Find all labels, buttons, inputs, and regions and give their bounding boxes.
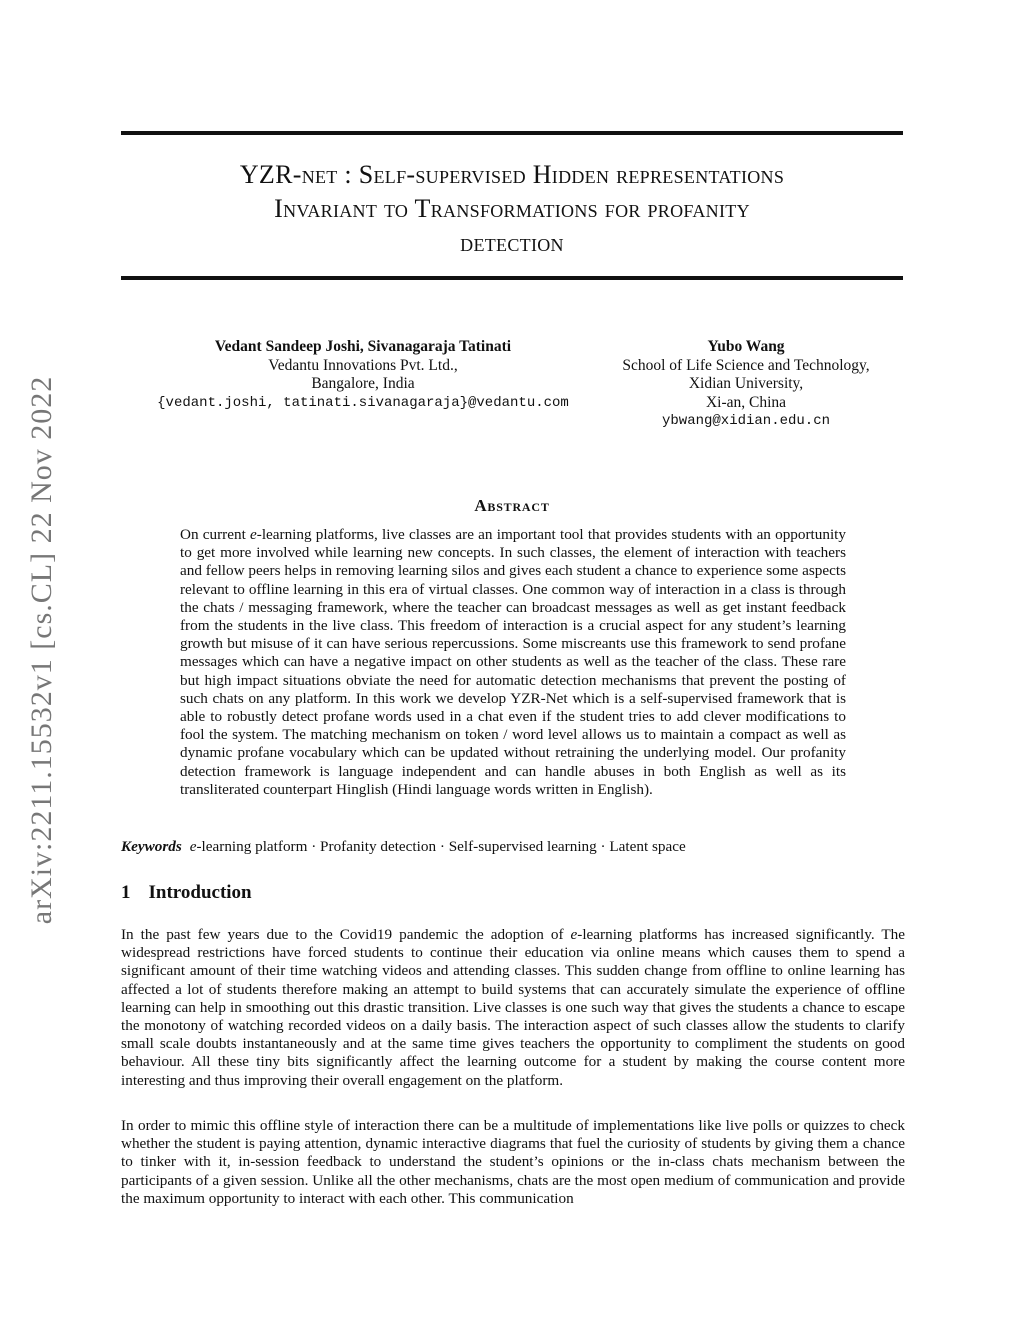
author-location-right: Xi-an, China xyxy=(705,393,787,411)
arxiv-identifier-stamp: arXiv:2211.15532v1 [cs.CL] 22 Nov 2022 xyxy=(25,375,58,925)
author-affiliation-left: Vedantu Innovations Pvt. Ltd., xyxy=(268,356,458,374)
intro-paragraph-1 xyxy=(121,926,905,1090)
intro-p1-start: In the past few years due to the Covid19 pandemic the adoption of xyxy=(121,926,571,943)
author-affiliation-right-2: Xidian University, xyxy=(688,375,804,392)
keywords-e-prefix: e xyxy=(189,838,197,855)
author-email-right[interactable]: ybwang@xidian.edu.cn xyxy=(661,413,831,429)
intro-p1-e-prefix: e xyxy=(570,926,578,943)
title-bottom-rule xyxy=(121,276,903,280)
author-names-right: Yubo Wang xyxy=(707,338,785,355)
keywords-line xyxy=(121,838,903,856)
title-line-1: YZR-net : Self-supervised Hidden representations xyxy=(239,160,785,189)
author-affiliation-right-1: School of Life Science and Technology, xyxy=(622,356,870,374)
abstract-e-prefix: e xyxy=(250,526,257,543)
section-title: Introduction xyxy=(148,882,252,903)
abstract-heading: Abstract xyxy=(474,496,550,515)
section-number: 1 xyxy=(121,882,131,903)
title-line-3: detection xyxy=(460,228,564,257)
paper-title xyxy=(121,158,903,260)
author-block-left xyxy=(138,338,588,412)
keywords-label: Keywords xyxy=(121,838,182,855)
keywords-text: -learning platform · Profanity detection · Self-supervised learning · Latent space xyxy=(196,838,686,855)
abstract-text-rest: -learning platforms, live classes are an important tool that provides students with an opportunity to get more involved while learning new concepts. In such classes, the element of interaction with teachers and fellow peers helps in removing learning silos and gives each student a chance to experience some aspects relevant to offline learning in this era of virtual classes. One common way of interaction in a class is through the chats / messaging framework, where the teacher can broadcast messages as well as get instant feedback from the students in the live class. This freedom of interaction is a crucial aspect for any student’s learning growth but misuse of it can have serious repercussions. Some miscreants use this framework to send profane messages which can have a negative impact on other students as well as the teacher of the class. These rare but high impact situations obviate the need for automatic detection mechanisms that prevent the posting of such chats on any platform. In this work we develop YZR-Net which is a self-supervised framework that is able to robustly detect profane words used in a chat even if the student tries to add clever modifications to fool the system. The matching mechanism on token / word level allows us to maintain a compact as well as dynamic profane vocabulary which can be updated without retraining the underlying model. Our profanity detection framework is language independent and can handle abuses in both English as well as its transliterated counterpart Hinglish (Hindi language words written in English). xyxy=(180,526,846,798)
intro-p1-rest: -learning platforms has increased significantly. The widespread restrictions have forced students to continue their education via online means which causes them to spend a significant amount of their time watching videos and attending classes. This sudden change from offline to online learning has affected a lot of students therefore making an attempt to build systems that can accurately simulate the experience of offline learning can help in smoothing out this drastic transition. Live classes is one such way that gives the students a chance to escape the monotony of watching recorded videos on a daily basis. The interaction aspect of such classes allow the students to clarify small scale doubts instantaneously and at the same time gives teachers the opportunity to compliment the students on good behaviour. All these tiny bits significantly affect the learning outcome for a student by making the course content more interesting and thus improving their overall engagement on the platform. xyxy=(121,926,905,1089)
author-email-left[interactable]: {vedant.joshi, tatinati.sivanagaraja}@vedantu.com xyxy=(157,394,569,411)
intro-paragraph-2: In order to mimic this offline style of interaction there can be a multitude of implementations like live polls or quizzes to check whether the student is paying attention, dynamic interactive diagrams that fuel the curiosity of students by giving them a chance to tinker with it, in-session feedback to understand the student’s opinions or the in-class chats mechanism between the participants of a given session. Unlike all the other mechanisms, chats are the most open medium of communication and provide the maximum opportunity to interact with each other. This communication xyxy=(121,1117,905,1207)
section-heading-introduction xyxy=(121,882,252,904)
title-top-rule xyxy=(121,131,903,135)
title-line-2: Invariant to Transformations for profanity xyxy=(274,194,750,223)
author-block-right xyxy=(596,338,896,431)
abstract-body xyxy=(180,526,846,799)
abstract-text-start: On current xyxy=(180,526,251,543)
author-location-left: Bangalore, India xyxy=(311,375,415,392)
author-names-left: Vedant Sandeep Joshi, Sivanagaraja Tatinati xyxy=(214,338,512,355)
